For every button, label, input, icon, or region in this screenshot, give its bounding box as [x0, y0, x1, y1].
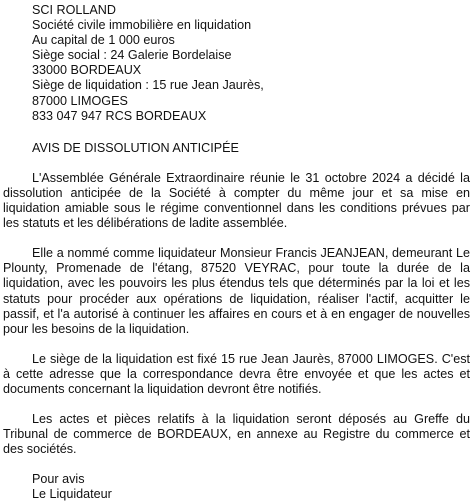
registered-office: Siège social : 24 Galerie Bordelaise [32, 48, 232, 63]
paragraph-liquidation-seat: Le siège de la liquidation est fixé 15 rue Jean Jaurès, 87000 LIMOGES. C'est à cette adresse que la correspondance devra être envoyée et que les actes et documents concernant la liquidation devront être notifiés. [3, 351, 470, 396]
signature-block [3, 472, 470, 502]
signature-pour-avis: Pour avis [32, 472, 85, 487]
paragraph-filing: Les actes et pièces relatifs à la liquidation seront déposés au Greffe du Tribunal de commerce de BORDEAUX, en annexe au Registre du commerce et des sociétés. [3, 412, 470, 457]
liquidation-office: Siège de liquidation : 15 rue Jean Jaurès, [32, 78, 264, 93]
paragraph-dissolution: L'Assemblée Générale Extraordinaire réunie le 31 octobre 2024 a décidé la dissolution anticipée de la Société à compter du même jour et sa mise en liquidation amiable sous le régime conventionnel dans les conditions prévues par les statuts et les délibérations de ladite assemblée. [3, 170, 470, 231]
liquidation-office-city: 87000 LIMOGES [32, 93, 128, 108]
notice-title: AVIS DE DISSOLUTION ANTICIPÉE [32, 140, 239, 155]
company-legal-form: Société civile immobilière en liquidation [32, 18, 252, 33]
company-name: SCI ROLLAND [32, 3, 116, 17]
registered-office-city: 33000 BORDEAUX [32, 63, 142, 78]
signature-liquidator: Le Liquidateur [32, 487, 112, 502]
company-header [3, 3, 470, 124]
paragraph-liquidator: Elle a nommé comme liquidateur Monsieur Francis JEANJEAN, demeurant Le Plounty, Promenade de l'étang, 87520 VEYRAC, pour toute la durée de la liquidation, avec les pouvoirs les plus étendus tels que déterminés par la loi et les statuts pour procéder aux opérations de liquidation, réaliser l'actif, acquitter le passif, et l'a autorisé à continuer les affaires en cours et à en engager de nouvelles pour les besoins de la liquidation. [3, 246, 470, 336]
rcs-number: 833 047 947 RCS BORDEAUX [32, 108, 207, 123]
company-capital: Au capital de 1 000 euros [32, 33, 175, 48]
